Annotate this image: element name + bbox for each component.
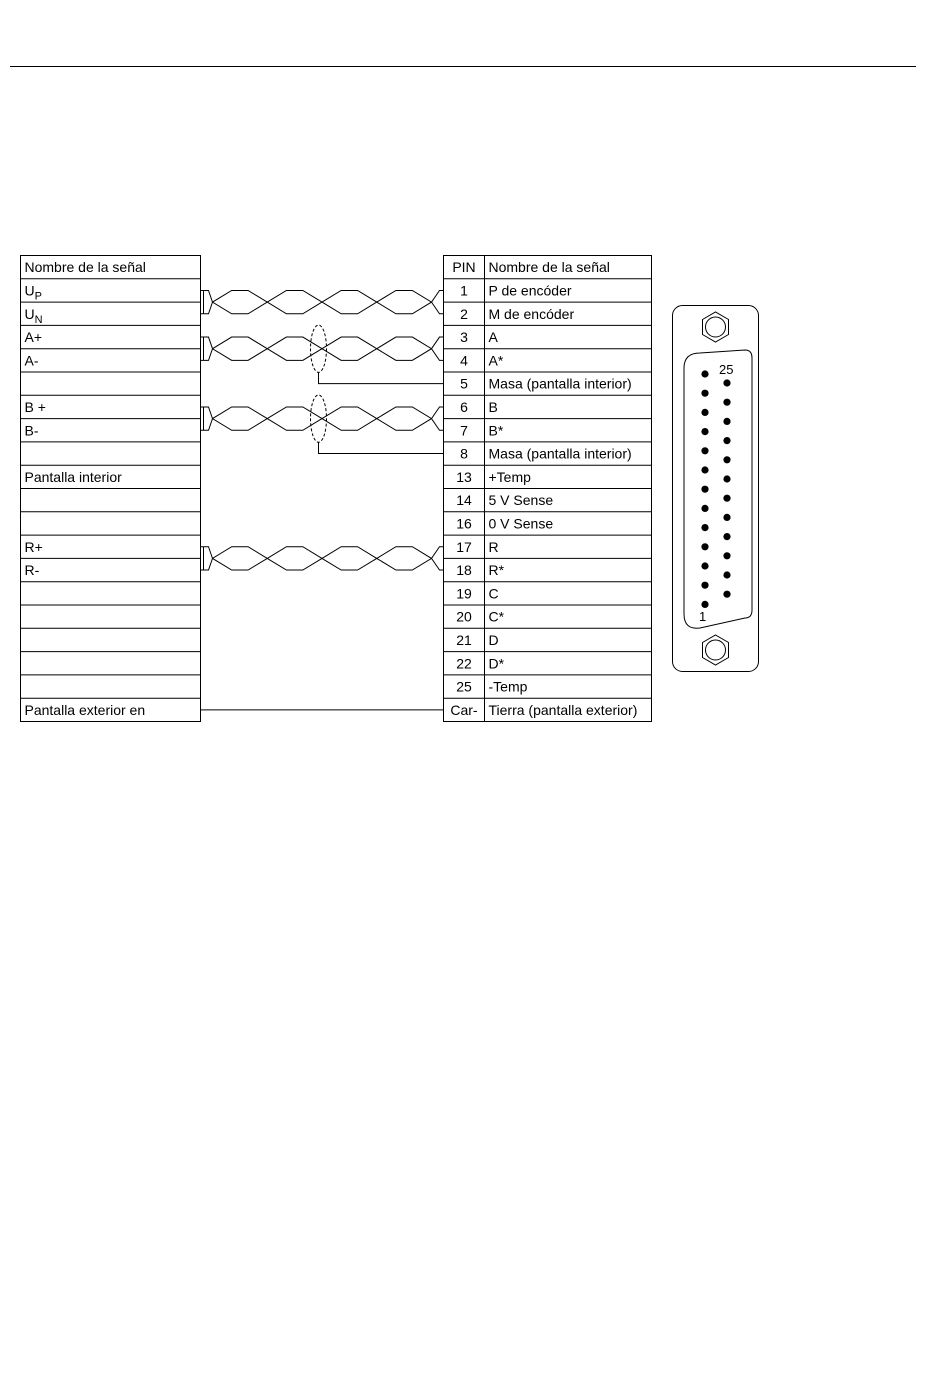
- pin-signal-name: Masa (pantalla interior): [488, 375, 632, 392]
- right-pin-table: [444, 256, 652, 722]
- pin-number: 21: [456, 631, 472, 648]
- pin-signal-name: M de encóder: [488, 305, 575, 322]
- pin-number: 5: [460, 375, 468, 392]
- left-signal-label-main: B +: [24, 398, 46, 415]
- pin-number: 25: [456, 678, 472, 695]
- pin-signal-name: B*: [488, 422, 504, 439]
- twisted-pair-wire: [201, 290, 444, 313]
- pin-number: 8: [460, 445, 468, 462]
- pin-number: 2: [460, 305, 468, 322]
- connector-pin: [701, 409, 708, 416]
- connector-d-shell: [684, 350, 752, 628]
- signal-name-column-header: Nombre de la señal: [488, 259, 610, 276]
- left-signal-label-main: U: [24, 282, 35, 299]
- pin-signal-name: 0 V Sense: [488, 515, 554, 532]
- pin-number: 3: [460, 329, 468, 346]
- connector-pin: [701, 582, 708, 589]
- left-signal-label-main: R+: [24, 538, 43, 555]
- left-signal-label: [25, 282, 42, 302]
- pin-signal-name: -Temp: [488, 678, 528, 695]
- left-signal-label: [25, 539, 43, 555]
- pin-signal-name: P de encóder: [488, 282, 572, 299]
- shield-drain-wire: [319, 372, 444, 383]
- connector-pin: [701, 447, 708, 454]
- pin-number: 19: [456, 585, 472, 602]
- pin-signal-name: 5 V Sense: [488, 492, 554, 509]
- pin-signal-name: Tierra (pantalla exterior): [488, 701, 638, 718]
- pin-number: 18: [456, 562, 472, 579]
- connector-pin: [723, 591, 730, 598]
- left-signal-label: [25, 562, 40, 578]
- connector-pin: [723, 495, 730, 502]
- connector-pin: [701, 524, 708, 531]
- pin-signal-name: R*: [488, 562, 505, 579]
- pin-signal-name: D*: [488, 655, 505, 672]
- connector-pin: [723, 475, 730, 482]
- connector-pin: [723, 418, 730, 425]
- left-signal-label-main: Pantalla exterior en: [24, 701, 146, 718]
- connector-pin: [723, 571, 730, 578]
- connector-pin: [701, 601, 708, 608]
- pin-number: 7: [460, 422, 468, 439]
- left-signal-label-main: B-: [24, 422, 39, 439]
- connector-pin: [701, 390, 708, 397]
- connector-pin: [723, 399, 730, 406]
- pin-number: 16: [456, 515, 472, 532]
- connector-pin: [701, 562, 708, 569]
- screw-top-hole: [706, 317, 726, 337]
- pin-signal-name: +Temp: [488, 468, 531, 485]
- connector-pin: [723, 533, 730, 540]
- pin-column-header: PIN: [452, 259, 476, 276]
- twisted-pair-wire: [201, 547, 444, 570]
- left-signal-label: [25, 399, 46, 415]
- pin-number: 4: [460, 352, 468, 369]
- connector-pin: [723, 456, 730, 463]
- left-signal-label-subscript: P: [34, 290, 42, 303]
- pin-signal-name: R: [488, 538, 499, 555]
- left-signal-label: [25, 469, 123, 485]
- pin-number: 1: [460, 282, 468, 299]
- left-signal-label-main: A-: [24, 352, 39, 369]
- shield-ellipse: [311, 325, 327, 372]
- connector-pin: [723, 552, 730, 559]
- pin-signal-name: A: [488, 329, 498, 346]
- connector-pin: [701, 505, 708, 512]
- pin-number: Car-: [450, 701, 478, 718]
- pin-number: 20: [456, 608, 472, 625]
- left-signal-label-main: R-: [24, 562, 40, 579]
- left-signal-label: [25, 422, 39, 438]
- connector-pin: [701, 428, 708, 435]
- connector-pin: [723, 514, 730, 521]
- connector-pin: [701, 466, 708, 473]
- pin-1-label: 1: [699, 609, 707, 624]
- pin-signal-name: B: [488, 398, 498, 415]
- pin-number: 6: [460, 398, 468, 415]
- left-signal-table: [0, 0, 201, 722]
- twisted-pair-wire: [201, 337, 444, 360]
- pin-signal-name: D: [488, 631, 499, 648]
- left-signal-label: [25, 329, 43, 345]
- screw-bottom-hole: [706, 640, 726, 660]
- pin-number: 14: [456, 492, 472, 509]
- left-signal-label: [25, 702, 146, 718]
- left-signal-label: [25, 306, 43, 326]
- pin-25-label: 25: [719, 362, 734, 377]
- left-signal-label-main: A+: [24, 329, 43, 346]
- left-signal-label-main: Pantalla interior: [24, 468, 122, 485]
- left-signal-label-main: U: [24, 305, 35, 322]
- connector-pin: [701, 486, 708, 493]
- connector-pin: [723, 437, 730, 444]
- pin-signal-name: A*: [488, 352, 504, 369]
- pin-signal-name: C: [488, 585, 499, 602]
- pin-number: 17: [456, 538, 472, 555]
- pin-signal-name: C*: [488, 608, 505, 625]
- connector-pin: [701, 370, 708, 377]
- left-table-header: Nombre de la señal: [24, 259, 146, 276]
- connector-pin: [723, 379, 730, 386]
- pin-number: 13: [456, 468, 472, 485]
- left-signal-label-subscript: N: [34, 313, 43, 326]
- twisted-pair-wire: [201, 407, 444, 430]
- shield-drain-wire: [319, 442, 444, 453]
- left-signal-label: [25, 352, 39, 368]
- d-sub-25-connector: [673, 306, 759, 672]
- shield-ellipse: [311, 395, 327, 442]
- connector-pin: [701, 543, 708, 550]
- wiring-lines: [201, 290, 444, 709]
- pin-signal-name: Masa (pantalla interior): [488, 445, 632, 462]
- pin-number: 22: [456, 655, 472, 672]
